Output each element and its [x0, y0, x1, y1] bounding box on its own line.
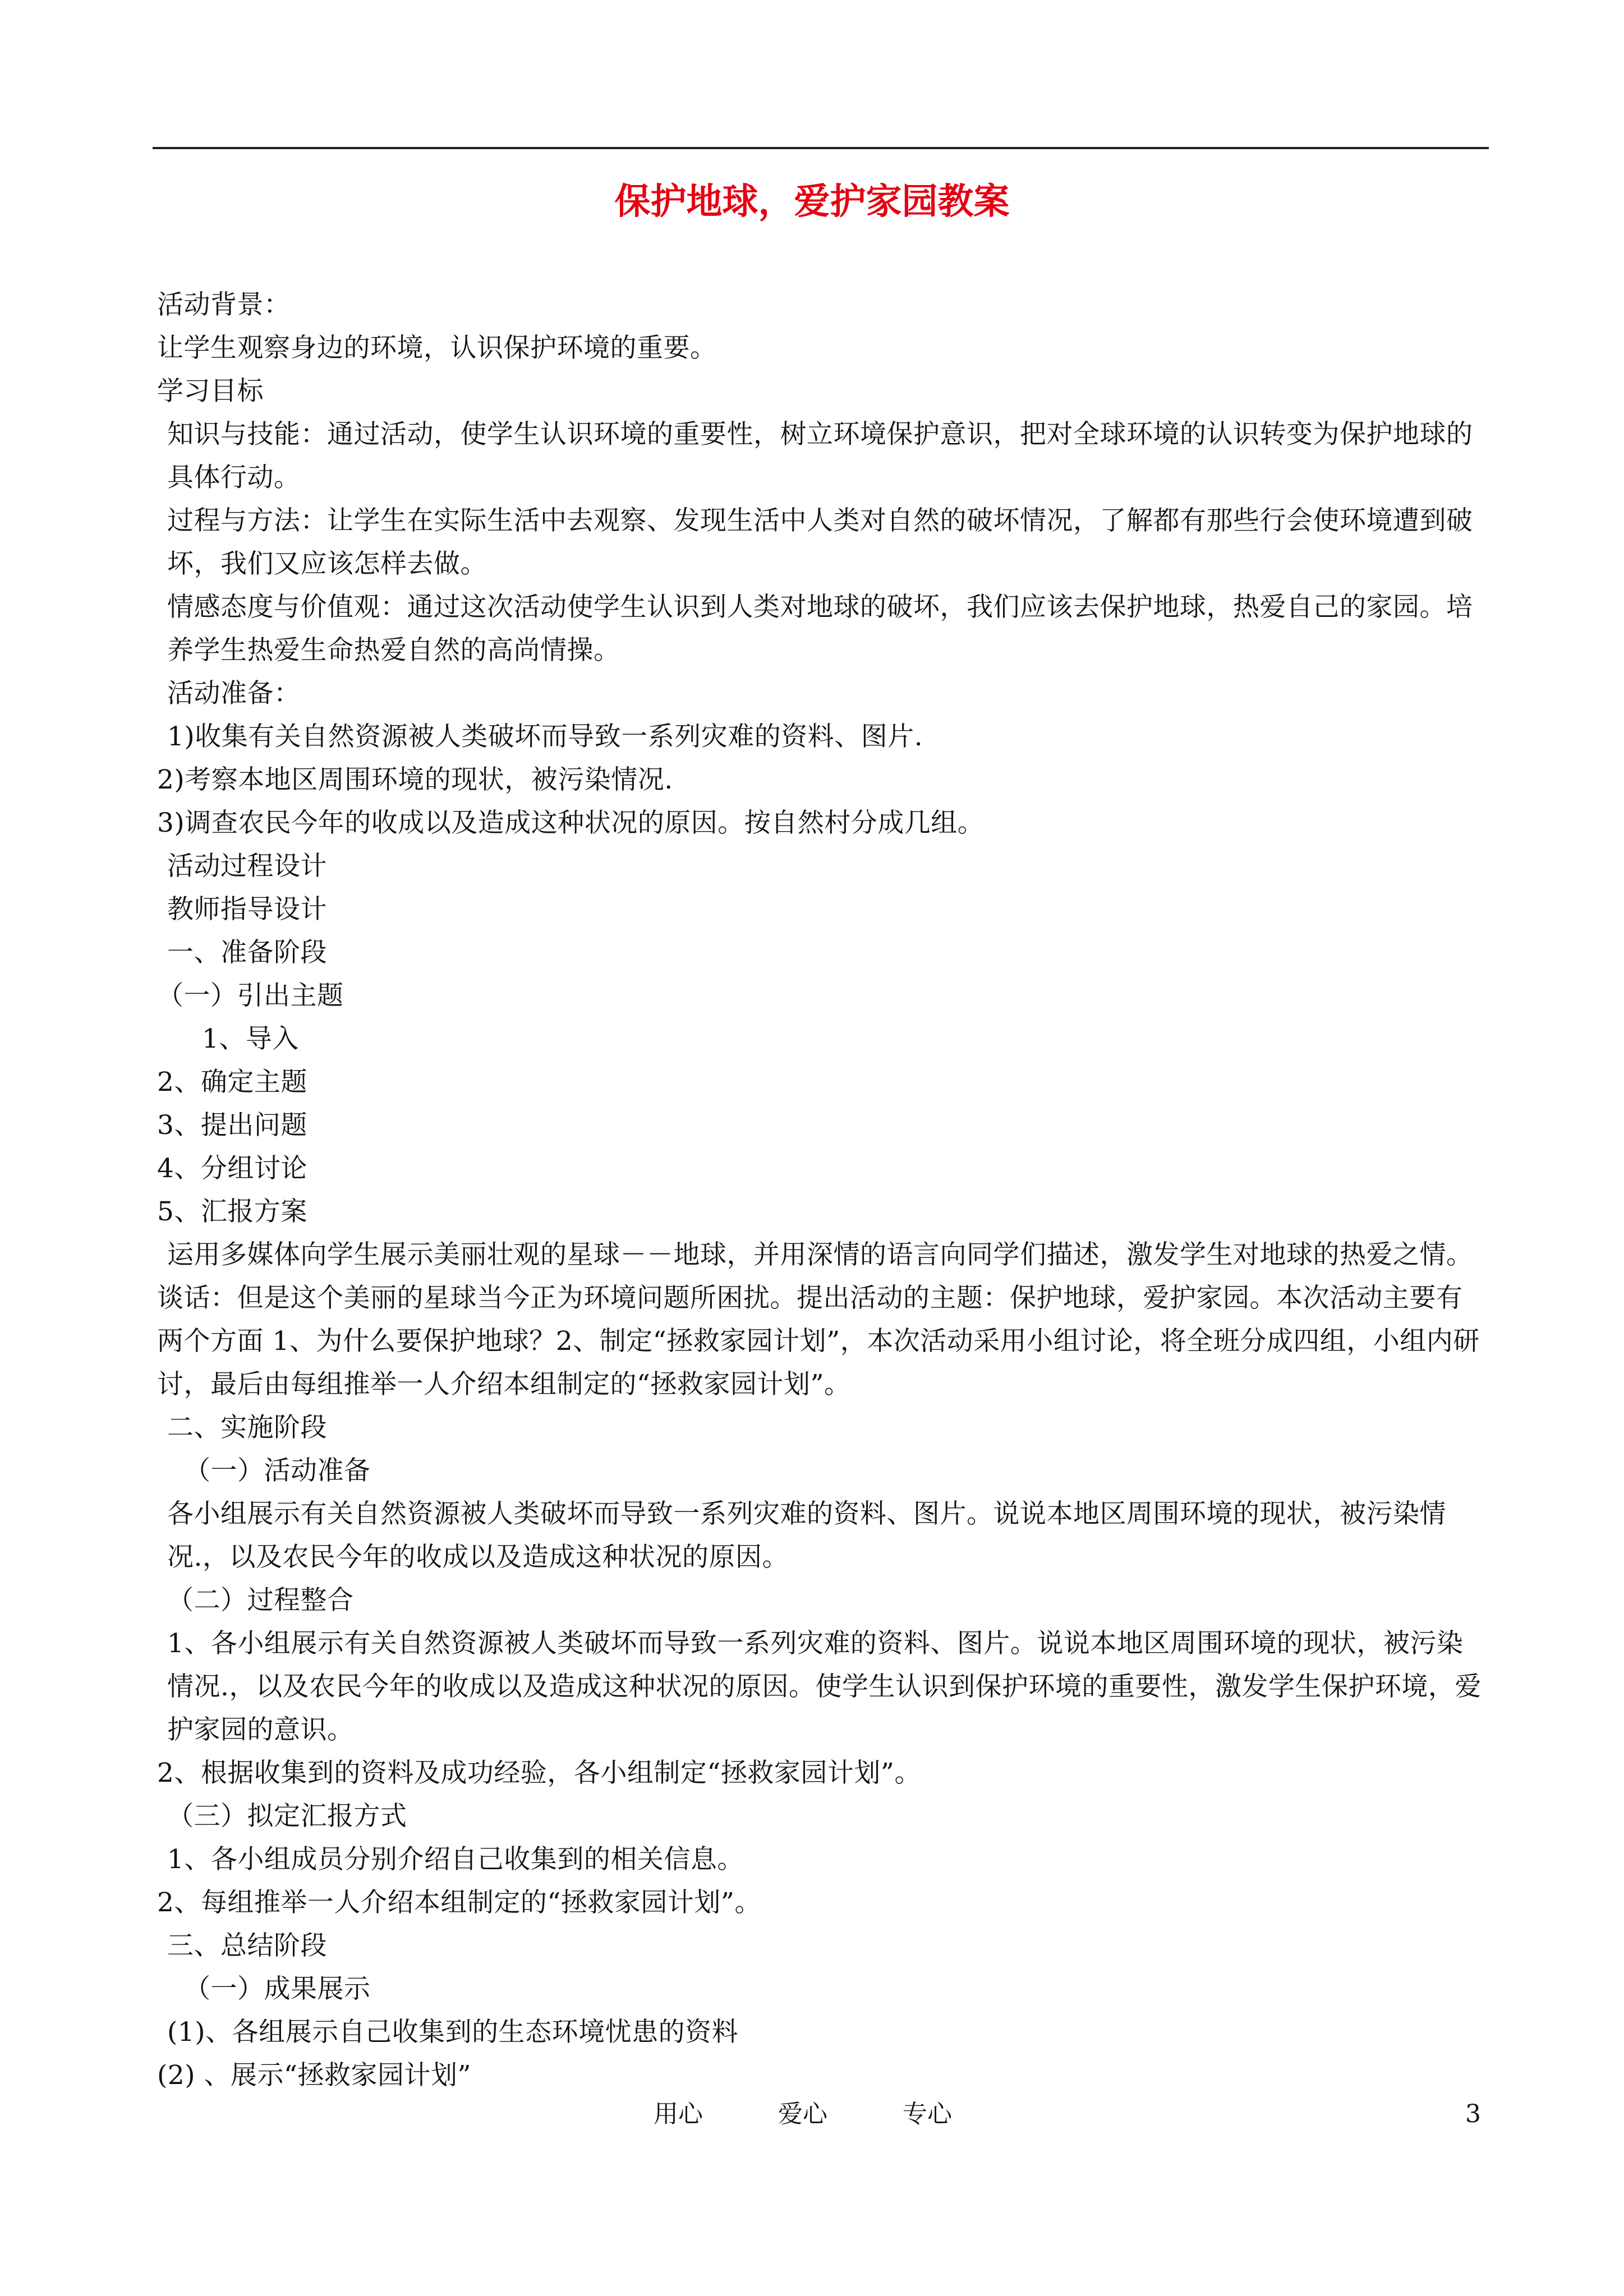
paragraph: 1、各小组成员分别介绍自己收集到的相关信息。 — [167, 1844, 744, 1875]
paragraph: 1、各小组展示有关自然资源被人类破坏而导致一系列灾难的资料、图片。说说本地区周围环境的现状，被污染情况.，以及农民今年的收成以及造成这种状况的原因。使学生认识到保护环境的重要性，激发学生保护环境，爱护家园的意识。 — [167, 1628, 1482, 1745]
document-title: 保护地球，爱护家园教案 — [614, 181, 1010, 223]
document-body — [157, 283, 1488, 2097]
paragraph: 2、确定主题 — [157, 1067, 307, 1098]
paragraph: （一）引出主题 — [157, 980, 344, 1011]
header-rule — [153, 147, 1489, 149]
paragraph: 5、汇报方案 — [157, 1196, 307, 1227]
paragraph: (2) 、展示“拯救家园计划” — [157, 2060, 472, 2091]
paragraph: 活动准备： — [167, 678, 301, 709]
paragraph: 知识与技能：通过活动，使学生认识环境的重要性，树立环境保护意识，把对全球环境的认识转变为保护地球的具体行动。 — [167, 419, 1473, 493]
paragraph: 1)收集有关自然资源被人类破坏而导致一系列灾难的资料、图片. — [167, 721, 923, 752]
paragraph: 4、分组讨论 — [157, 1153, 307, 1184]
footer-motto-word: 专心 — [903, 2100, 952, 2128]
paragraph: 让学生观察身边的环境，认识保护环境的重要。 — [157, 333, 717, 363]
paragraph: 3、提出问题 — [157, 1110, 307, 1141]
page-number: 3 — [1465, 2100, 1481, 2128]
paragraph: 情感态度与价值观：通过这次活动使学生认识到人类对地球的破坏，我们应该去保护地球，热爱自己的家园。培养学生热爱生命热爱自然的高尚情操。 — [167, 592, 1473, 666]
paragraph: 运用多媒体向学生展示美丽壮观的星球－－地球，并用深情的语言向同学们描述，激发学生对地球的热爱之情。 — [167, 1239, 1473, 1270]
footer-motto-word: 爱心 — [778, 2100, 827, 2128]
footer-motto-word: 用心 — [654, 2100, 703, 2128]
paragraph: （二）过程整合 — [167, 1585, 354, 1616]
paragraph: （一）活动准备 — [184, 1455, 371, 1486]
paragraph: （一）成果展示 — [184, 1974, 371, 2004]
paragraph: 学习目标 — [157, 376, 264, 407]
paragraph: 活动过程设计 — [167, 851, 327, 882]
paragraph: 三、总结阶段 — [167, 1930, 327, 1961]
paragraph: 各小组展示有关自然资源被人类破坏而导致一系列灾难的资料、图片。说说本地区周围环境的现状，被污染情况.，以及农民今年的收成以及造成这种状况的原因。 — [167, 1499, 1446, 1573]
paragraph: 2、每组推举一人介绍本组制定的“拯救家园计划”。 — [157, 1887, 761, 1918]
paragraph: 过程与方法：让学生在实际生活中去观察、发现生活中人类对自然的破坏情况，了解都有那些行会使环境遭到破坏，我们又应该怎样去做。 — [167, 505, 1473, 579]
paragraph: 1、导入 — [202, 1023, 299, 1054]
page-footer — [0, 2095, 1624, 2134]
footer-motto — [654, 2095, 1019, 2134]
paragraph: 2)考察本地区周围环境的现状，被污染情况. — [157, 764, 673, 795]
paragraph: 教师指导设计 — [167, 894, 327, 925]
paragraph: 谈话：但是这个美丽的星球当今正为环境问题所困扰。提出活动的主题：保护地球，爱护家园。本次活动主要有两个方面 1、为什么要保护地球？2、制定“拯救家园计划”，本次活动采用小组讨论，将全班分成四组，小组内研讨，最后由每组推举一人介绍本组制定的“拯救家园计划”。 — [157, 1283, 1480, 1400]
paragraph: (1)、各组展示自己收集到的生态环境忧患的资料 — [167, 2017, 739, 2048]
paragraph: 一、准备阶段 — [167, 937, 327, 968]
paragraph: （三）拟定汇报方式 — [167, 1801, 407, 1832]
paragraph: 2、根据收集到的资料及成功经验，各小组制定“拯救家园计划”。 — [157, 1758, 921, 1788]
paragraph: 二、实施阶段 — [167, 1412, 327, 1443]
paragraph: 活动背景： — [157, 289, 291, 320]
paragraph: 3)调查农民今年的收成以及造成这种状况的原因。按自然村分成几组。 — [157, 808, 984, 838]
